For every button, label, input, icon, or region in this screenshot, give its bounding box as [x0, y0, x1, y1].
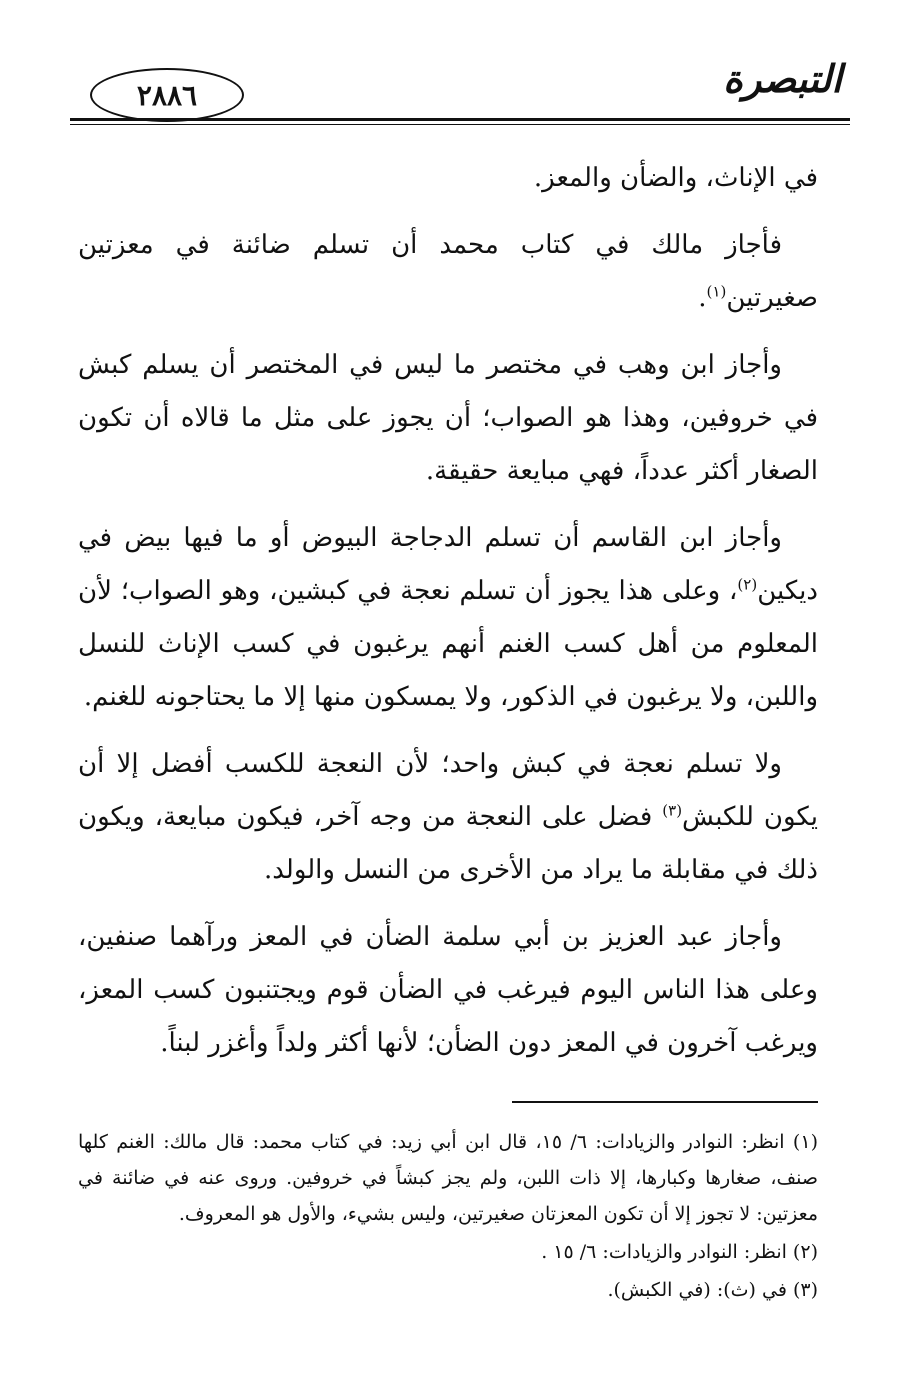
paragraph: ولا تسلم نعجة في كبش واحد؛ لأن النعجة للكسب أفضل إلا أن يكون للكبش$^{(٣)}$ فضل على النعجة من وجه آخر، فيكون مبايعة، ويكون ذلك في مقابلة ما يراد من الأخرى من النسل والولد. [78, 749, 819, 885]
main-text [78, 152, 818, 1084]
footnote-2: (٢) انظر: النوادر والزيادات: ٦/ ١٥ . [541, 1241, 818, 1263]
header-rule-thin [70, 124, 850, 125]
footnote-1: (١) انظر: النوادر والزيادات: ٦/ ١٥، قال ابن أبي زيد: في كتاب محمد: قال مالك: الغنم كلها صنف، صغارها وكبارها، إلا ذات اللبن، ولم يجز كبشاً في خروفين. وروى عنه في ضائنة في معزتين: لا تجوز إلا أن تكون المعزتان صغيرتين، وليس بشيء، والأول هو المعروف. [78, 1131, 818, 1225]
paragraph: وأجاز ابن القاسم أن تسلم الدجاجة البيوض أو ما فيها بيض في ديكين$^{(٢)}$، وعلى هذا يجوز أن تسلم نعجة في كبشين، وهو الصواب؛ لأن المعلوم من أهل كسب الغنم أنهم يرغبون في كسب الإناث للنسل واللبن، ولا يرغبون في الذكور، ولا يمسكون منها إلا ما يحتاجونه للغنم. [78, 523, 818, 712]
footnote-separator [512, 1101, 818, 1103]
book-title: التبصرة [723, 56, 842, 101]
footnote-ref: (١) [706, 282, 727, 301]
footnote-3: (٣) في (ث): (في الكبش). [607, 1279, 818, 1301]
footnote-ref: (٣) [662, 801, 683, 820]
header-rule [70, 118, 850, 121]
paragraph: وأجاز ابن وهب في مختصر ما ليس في المختصر أن يسلم كبش في خروفين، وهذا هو الصواب؛ أن يجوز على مثل ما قالاه أن تكون الصغار أكثر عدداً، فهي مبايعة حقيقة. [78, 350, 818, 486]
footnote-ref: (٢) [737, 575, 758, 594]
page-number: ٢٨٨٦ [90, 68, 244, 122]
paragraph: في الإناث، والضأن والمعز. [533, 163, 818, 193]
page-header [70, 52, 850, 124]
paragraph: وأجاز عبد العزيز بن أبي سلمة الضأن في المعز ورآهما صنفين، وعلى هذا الناس اليوم فيرغب في الضأن قوم ويجتنبون كسب المعز، ويرغب آخرون في المعز دون الضأن؛ لأنها أكثر ولداً وأغزر لبناً. [78, 922, 818, 1058]
footnotes [78, 1124, 818, 1310]
paragraph: فأجاز مالك في كتاب محمد أن تسلم ضائنة في معزتين صغيرتين$^{(١)}$. [78, 230, 818, 313]
